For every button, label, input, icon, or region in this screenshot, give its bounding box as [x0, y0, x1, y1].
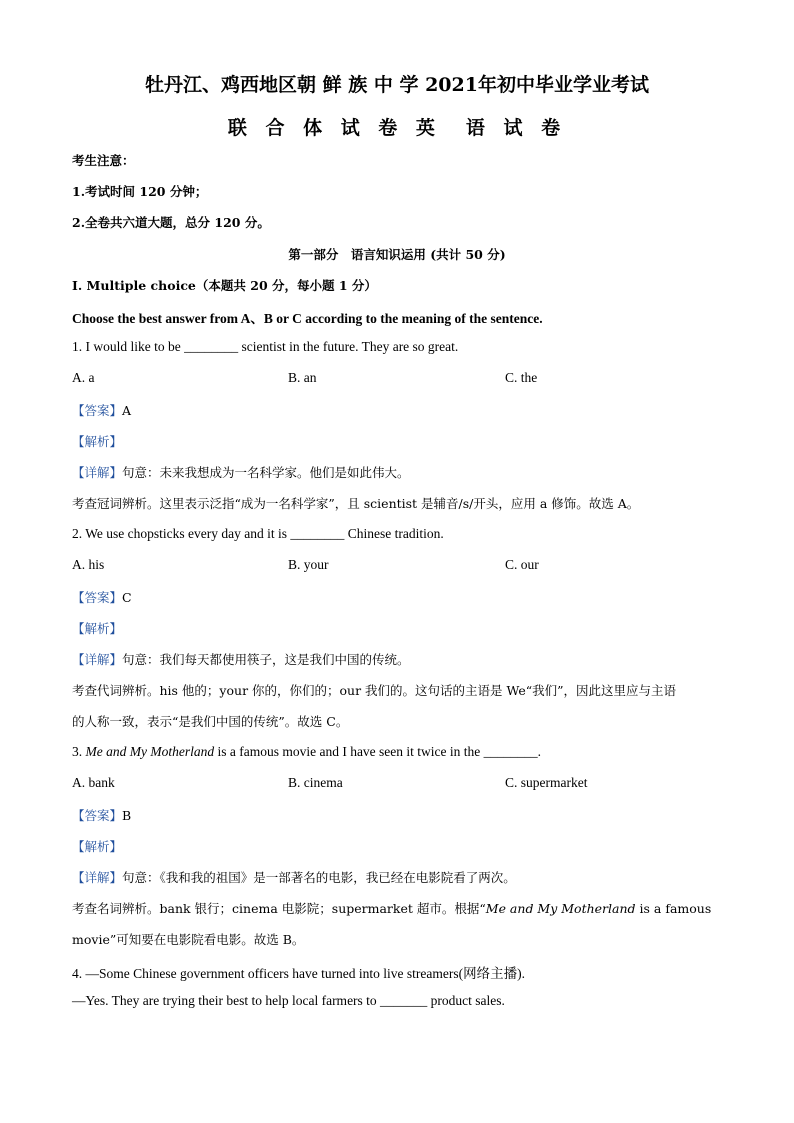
- detail-tag: 【详解】: [72, 870, 123, 885]
- section-heading: I. Multiple choice（本题共 20 分，每小题 1 分）: [72, 278, 377, 293]
- question-1-stem: 1. I would like to be ________ scientist in the future. They are so great.: [72, 339, 459, 354]
- question-1-explain: 考查冠词辨析。这里表示泛指“成为一名科学家”，且 scientist 是辅音/s/开头，应用 a 修饰。故选 A。: [72, 496, 640, 511]
- question-2-explain-2: 的人称一致，表示“是我们中国的传统”。故选 C。: [72, 714, 349, 729]
- question-1-option-a: A. a: [72, 370, 95, 385]
- detail-text: 句意：未来我想成为一名科学家。他们是如此伟大。: [122, 465, 410, 480]
- analysis-tag: 【解析】: [72, 621, 123, 636]
- detail-text: 句意：我们每天都使用筷子，这是我们中国的传统。: [122, 652, 410, 667]
- question-2-answer: [72, 588, 132, 606]
- explain-movie-title: Me and My Motherland: [485, 901, 636, 916]
- answer-tag: 【答案】: [72, 590, 123, 605]
- question-2-detail: [72, 650, 410, 668]
- explain-post: is a famous: [635, 901, 712, 916]
- question-2-stem: 2. We use chopsticks every day and it is ________ Chinese tradition.: [72, 526, 444, 541]
- section-instruction: Choose the best answer from A、B or C according to the meaning of the sentence.: [72, 311, 543, 326]
- analysis-tag: 【解析】: [72, 839, 123, 854]
- exam-title-line1: 牡丹江、鸡西地区朝 鲜 族 中 学 2021年初中毕业学业考试: [145, 74, 649, 96]
- answer-value: B: [122, 808, 132, 823]
- stem-prefix: 3.: [72, 744, 86, 759]
- explain-pre: 考查名词辨析。bank 银行；cinema 电影院；supermarket 超市。根据“: [72, 901, 486, 916]
- notes-item-1: 1.考试时间 120 分钟；: [72, 184, 208, 199]
- question-1-detail: [72, 463, 410, 481]
- movie-title: Me and My Motherland: [85, 744, 215, 759]
- question-2-option-c: C. our: [505, 557, 539, 572]
- part-title: 第一部分 语言知识运用 (共计 50 分): [288, 247, 506, 262]
- question-4-stem: 4. —Some Chinese government officers have turned into live streamers(网络主播).: [72, 966, 526, 981]
- question-3-option-c: C. supermarket: [505, 775, 588, 790]
- detail-tag: 【详解】: [72, 465, 123, 480]
- question-3-explain-1: [72, 899, 711, 917]
- question-2-explain-1: 考查代词辨析。his 他的；your 你的，你们的；our 我们的。这句话的主语是 We“我们”，因此这里应与主语: [72, 683, 677, 698]
- detail-text: 句意：《我和我的祖国》是一部著名的电影，我已经在电影院看了两次。: [122, 870, 516, 885]
- question-1-answer: [72, 401, 131, 419]
- question-3-answer: [72, 806, 131, 824]
- notes-heading: 考生注意：: [72, 153, 135, 168]
- question-1-analysis: [72, 432, 122, 450]
- detail-tag: 【详解】: [72, 652, 123, 667]
- question-3-explain-2: movie”可知要在电影院看电影。故选 B。: [72, 932, 305, 947]
- question-1-option-c: C. the: [505, 370, 538, 385]
- answer-tag: 【答案】: [72, 808, 123, 823]
- question-3-stem: [72, 744, 541, 760]
- exam-title-line2: 联 合 体 试 卷 英 语 试 卷: [227, 117, 567, 139]
- notes-item-2: 2.全卷共六道大题，总分 120 分。: [72, 215, 270, 230]
- question-3-option-b: B. cinema: [288, 775, 343, 790]
- question-3-option-a: A. bank: [72, 775, 115, 790]
- question-2-analysis: [72, 619, 122, 637]
- question-3-detail: [72, 868, 516, 886]
- question-2-option-b: B. your: [288, 557, 329, 572]
- question-2-option-a: A. his: [72, 557, 105, 572]
- question-1-option-b: B. an: [288, 370, 317, 385]
- question-4-stem-2: —Yes. They are trying their best to help local farmers to _______ product sales.: [72, 993, 505, 1008]
- answer-value: C: [122, 590, 132, 605]
- stem-suffix: is a famous movie and I have seen it twice in the ________.: [214, 744, 542, 759]
- answer-value: A: [122, 403, 132, 418]
- answer-tag: 【答案】: [72, 403, 123, 418]
- analysis-tag: 【解析】: [72, 434, 123, 449]
- question-3-analysis: [72, 837, 122, 855]
